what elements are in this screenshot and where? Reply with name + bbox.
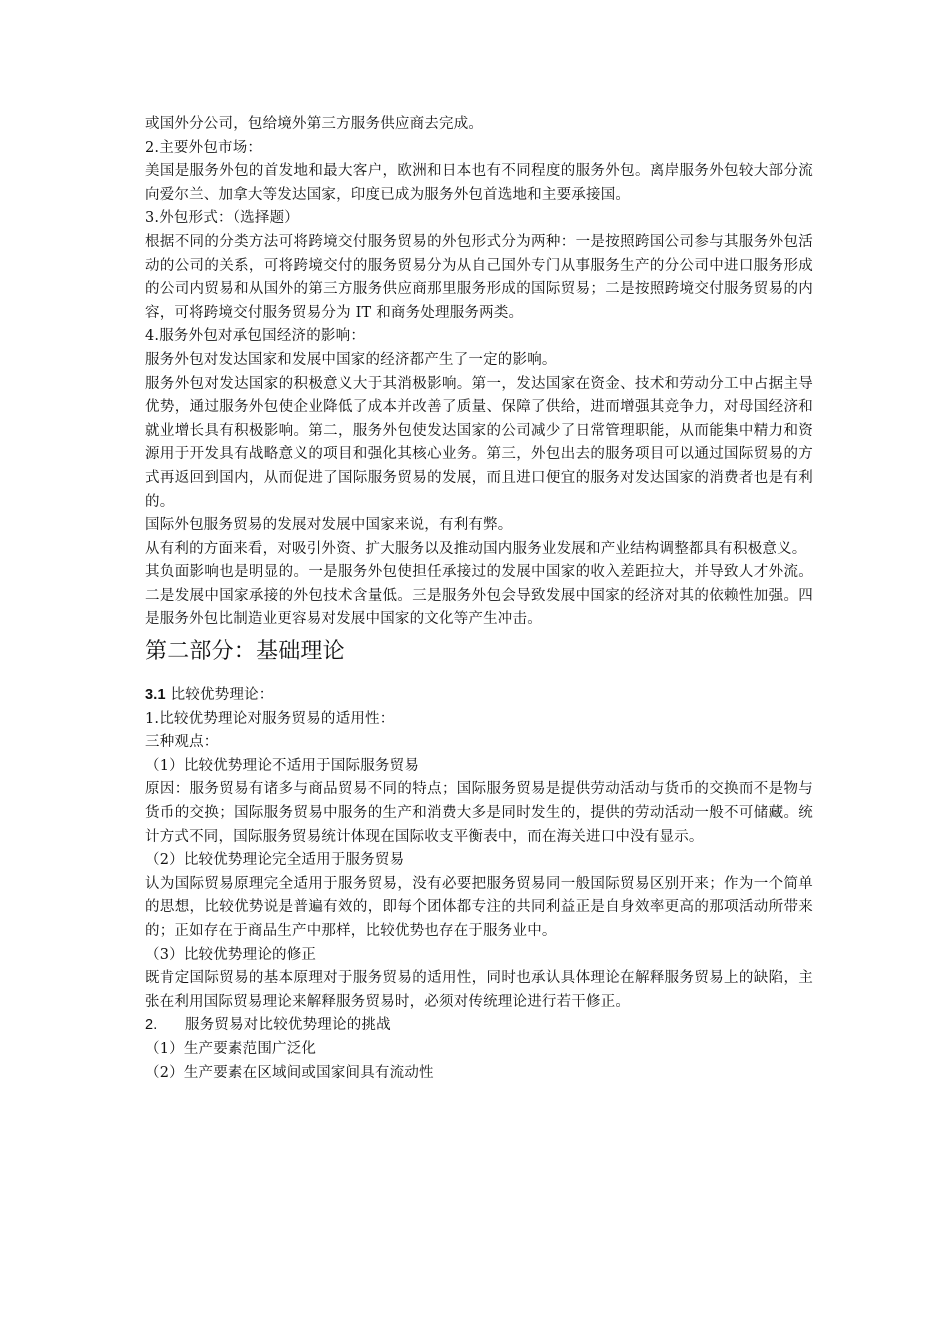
paragraph-heading: 4.服务外包对承包国经济的影响： xyxy=(145,328,366,345)
paragraph-heading: 2.主要外包市场： xyxy=(145,139,263,156)
list-item: （2）比较优势理论完全适用于服务贸易 xyxy=(145,852,405,869)
list-item: （2）生产要素在区域间或国家间具有流动性 xyxy=(145,1064,434,1081)
section-heading: 第二部分：基础理论 xyxy=(145,639,345,665)
paragraph: 三种观点： xyxy=(145,734,219,751)
numbered-heading-number: 2. xyxy=(145,1017,158,1034)
paragraph: 原因：服务贸易有诸多与商品贸易不同的特点；国际服务贸易是提供劳动活动与货币的交换而不是物与货币的交换；国际服务贸易中服务的生产和消费大多是同时发生的，提供的劳动活动一般不可储藏。统计方式不同，国际服务贸易统计体现在国际收支平衡表中，而在海关进口中没有显示。 xyxy=(145,781,813,845)
subsection-number: 3.1 xyxy=(145,687,166,704)
paragraph: 根据不同的分类方法可将跨境交付服务贸易的外包形式分为两种：一是按照跨国公司参与其服务外包活动的公司的关系，可将跨境交付的服务贸易分为从自己国外专门从事服务生产的分公司中进口服务形成的公司内贸易和从国外的第三方服务供应商那里服务形成的国际贸易；二是按照跨境交付服务贸易的内容，可将跨境交付服务贸易分为 IT 和商务处理服务两类。 xyxy=(145,233,813,321)
paragraph-heading: 3.外包形式：（选择题） xyxy=(145,210,299,227)
subsection-heading xyxy=(145,684,813,708)
paragraph: 其负面影响也是明显的。一是服务外包使担任承接过的发展中国家的收入差距拉大，并导致人才外流。二是发展中国家承接的外包技术含量低。三是服务外包会导致发展中国家的经济对其的依赖性加强。四是服务外包比制造业更容易对发展中国家的文化等产生冲击。 xyxy=(145,564,813,628)
paragraph: 美国是服务外包的首发地和最大客户，欧洲和日本也有不同程度的服务外包。离岸服务外包较大部分流向爱尔兰、加拿大等发达国家，印度已成为服务外包首选地和主要承接国。 xyxy=(145,163,813,203)
document-page xyxy=(145,113,813,1085)
paragraph: 服务外包对发达国家和发展中国家的经济都产生了一定的影响。 xyxy=(145,351,557,368)
list-item: （3）比较优势理论的修正 xyxy=(145,946,317,963)
list-item: （1）比较优势理论不适用于国际服务贸易 xyxy=(145,757,420,774)
subsection-title: 比较优势理论： xyxy=(165,687,274,704)
numbered-heading-title: 服务贸易对比较优势理论的挑战 xyxy=(185,1017,391,1034)
paragraph: 服务外包对发达国家的积极意义大于其消极影响。第一，发达国家在资金、技术和劳动分工中占据主导优势，通过服务外包使企业降低了成本并改善了质量、保障了供给，进而增强其竞争力，对母国经济和就业增长具有积极影响。第二，服务外包使发达国家的公司减少了日常管理职能，从而能集中精力和资源用于开发具有战略意义的项目和强化其核心业务。第三，外包出去的服务项目可以通过国际贸易的方式再返回到国内，从而促进了国际服务贸易的发展，而且进口便宜的服务对发达国家的消费者也是有利的。 xyxy=(145,375,813,510)
paragraph: 或国外分公司，包给境外第三方服务供应商去完成。 xyxy=(145,116,484,132)
numbered-heading xyxy=(145,1014,813,1038)
list-item: （1）生产要素范围广泛化 xyxy=(145,1040,317,1057)
paragraph: 认为国际贸易原理完全适用于服务贸易，没有必要把服务贸易同一般国际贸易区别开来；作为一个简单的思想，比较优势说是普遍有效的，即每个团体都专注的共同利益正是自身效率更高的那项活动所带来的；正如存在于商品生产中那样，比较优势也存在于服务业中。 xyxy=(145,875,813,939)
paragraph: 既肯定国际贸易的基本原理对于服务贸易的适用性，同时也承认具体理论在解释服务贸易上的缺陷，主张在利用国际贸易理论来解释服务贸易时，必须对传统理论进行若干修正。 xyxy=(145,970,813,1010)
paragraph-heading: 1.比较优势理论对服务贸易的适用性： xyxy=(145,710,395,727)
paragraph: 国际外包服务贸易的发展对发展中国家来说，有利有弊。 xyxy=(145,517,513,534)
paragraph: 从有利的方面来看，对吸引外资、扩大服务以及推动国内服务业发展和产业结构调整都具有积极意义。 xyxy=(145,540,807,557)
